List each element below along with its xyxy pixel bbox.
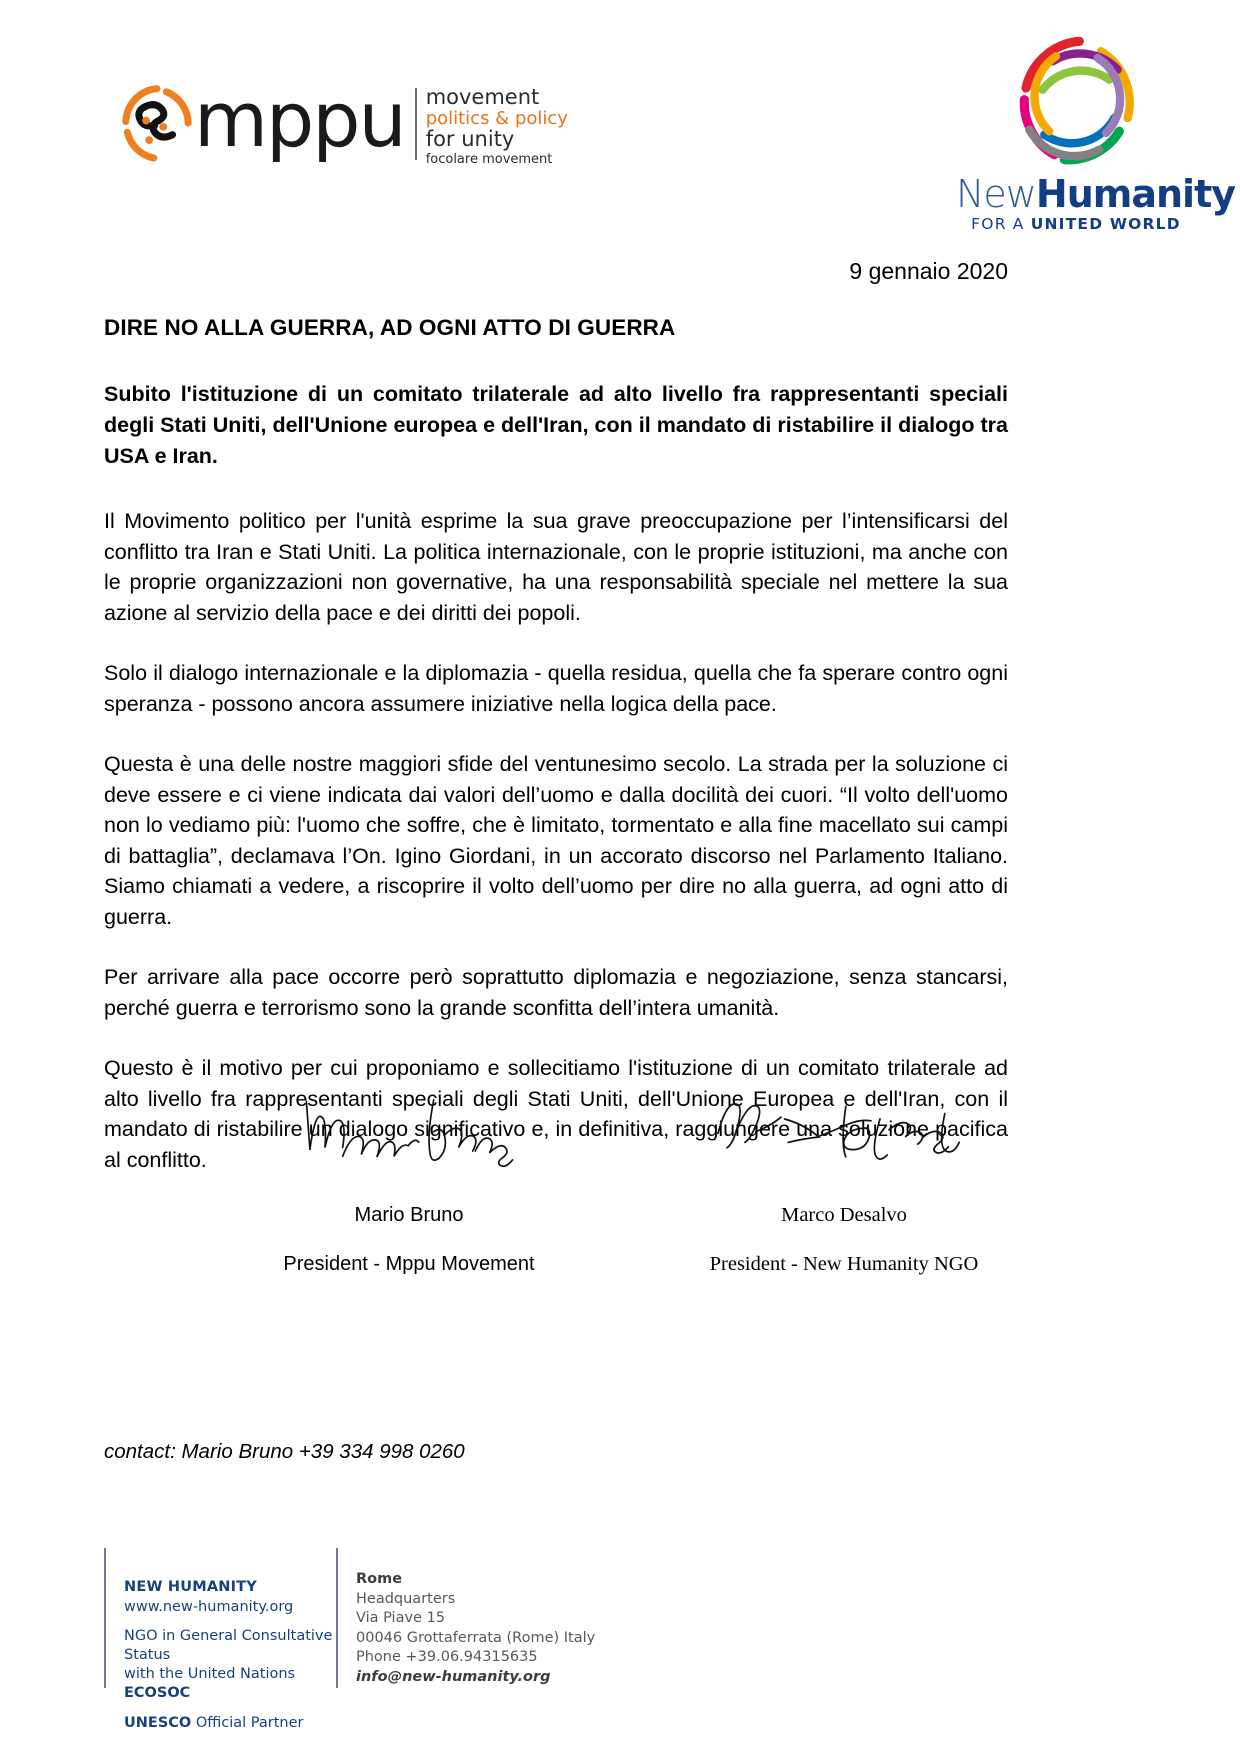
letter-body [104, 258, 1008, 1205]
footer-org-column [106, 1548, 336, 1731]
mppu-tagline-line-1: movement [425, 85, 540, 109]
mppu-tagline-line-3: for unity [425, 127, 515, 152]
mppu-tagline [426, 86, 568, 167]
letter-paragraph: Questo è il motivo per cui proponiamo e sollecitiamo l'istituzione di un comitato trilaterale ad alto livello fra rappresentanti speciali degli Stati Uniti, dell'Unione Europea e dell'Iran, con il mandato di ristabilire un dialogo significativo e, in definitiva, raggiungere una soluzione pacifica al conflitto. [104, 1056, 1008, 1172]
signature-left [214, 1085, 604, 1278]
footer-org-name: NEW HUMANITY [124, 1579, 257, 1595]
mppu-logo-divider [415, 88, 417, 160]
footer-office-line: Phone +39.06.94315635 [356, 1649, 538, 1665]
footer-office-line: Headquarters [356, 1590, 456, 1607]
footer-status-line-1: NGO in General Consultative Status [124, 1628, 333, 1663]
letter-lead-paragraph: Subito l'istituzione di un comitato trilaterale ad alto livello fra rappresentanti speciali degli Stati Uniti, dell'Unione europea e dell'Iran, con il mandato di ristabilire il dialogo tra USA e Iran. [104, 382, 1008, 468]
footer-unesco-rest: Official Partner [191, 1715, 304, 1731]
letter-paragraph: Solo il dialogo internazionale e la diplomazia - quella residua, quella che fa sperare contro ogni speranza - possono ancora assumere iniziative nella logica della pace. [104, 661, 1008, 716]
footer-unesco-partner [124, 1714, 336, 1733]
new-humanity-tagline-bold: UNITED WORLD [1030, 215, 1181, 233]
letter-paragraph: Il Movimento politico per l'unità esprime la sua grave preoccupazione per l’intensificarsi del conflitto tra Iran e Stati Uniti. La politica internazionale, con le proprie istituzioni, ma anche con le proprie organizzazioni non governative, ha una responsabilità speciale nel mettere la sua azione al servizio della pace e dei diritti dei popoli. [104, 509, 1008, 625]
mppu-wordmark: mppu [194, 75, 405, 164]
signature-right-role: President - New Humanity NGO [709, 1253, 979, 1275]
new-humanity-emblem-icon [991, 28, 1161, 178]
new-humanity-logo [956, 28, 1235, 233]
mppu-tagline-line-2: politics & policy [425, 107, 568, 129]
new-humanity-wordmark [956, 172, 1235, 216]
signature-left-role: President - Mppu Movement [283, 1253, 535, 1275]
new-humanity-word-new: New [956, 172, 1036, 216]
footer-address-column [338, 1548, 595, 1688]
letter-paragraph: Per arrivare alla pace occorre però soprattutto diplomazia e negoziazione, senza stancarsi, perché guerra e terrorismo sono la grande sconfitta dell’intera umanità. [104, 965, 1008, 1020]
letter-paragraph: Questa è una delle nostre maggiori sfide del ventunesimo secolo. La strada per la soluzione ci deve essere e ci viene indicata dai valori dell’uomo e dalla docilità dei cuori. “Il volto dell'uomo non lo vediamo più: l'uomo che soffre, che è limitato, tormentato e alla fine macellato sui campi di battaglia”, declamava l’On. Igino Giordani, in un accorato discorso nel Parlamento Italiano. Siamo chiamati a vedere, a riscoprire il volto dell’uomo per dire no alla guerra, ad ogni atto di guerra. [104, 752, 1008, 929]
letterhead-header [0, 0, 1240, 250]
footer-office-line: Via Piave 15 [356, 1610, 446, 1626]
contact-line: contact: Mario Bruno +39 334 998 0260 [104, 1440, 465, 1463]
footer-website[interactable]: www.new-humanity.org [124, 1599, 294, 1615]
footer-status-line-2-prefix: with the United Nations [124, 1666, 296, 1682]
footer-unesco-label: UNESCO [124, 1715, 192, 1731]
signature-mario-bruno-image [294, 1085, 524, 1180]
mppu-logo [118, 75, 568, 167]
mppu-tagline-line-4: focolare movement [425, 151, 553, 167]
signature-right-name: Marco Desalvo [781, 1204, 907, 1226]
letterhead-footer [104, 1548, 664, 1731]
footer-consultative-status [124, 1627, 336, 1703]
new-humanity-tagline [956, 215, 1196, 233]
letter-title: DIRE NO ALLA GUERRA, AD OGNI ATTO DI GUERRA [104, 315, 676, 340]
footer-office-line: 00046 Grottaferrata (Rome) Italy [356, 1629, 596, 1646]
footer-status-ecosoc: ECOSOC [124, 1685, 191, 1701]
mppu-emblem-icon [118, 84, 196, 162]
letter-date: 9 gennaio 2020 [849, 258, 1008, 284]
signature-marco-desalvo-image [709, 1085, 979, 1180]
new-humanity-tagline-prefix: FOR A [971, 215, 1031, 233]
new-humanity-word-humanity: Humanity [1035, 172, 1235, 216]
signature-left-name: Mario Bruno [354, 1204, 464, 1226]
signature-block [104, 1085, 1008, 1275]
footer-office-email[interactable]: info@new-humanity.org [356, 1668, 551, 1685]
signature-right [649, 1085, 1039, 1278]
footer-office-city: Rome [356, 1571, 403, 1587]
